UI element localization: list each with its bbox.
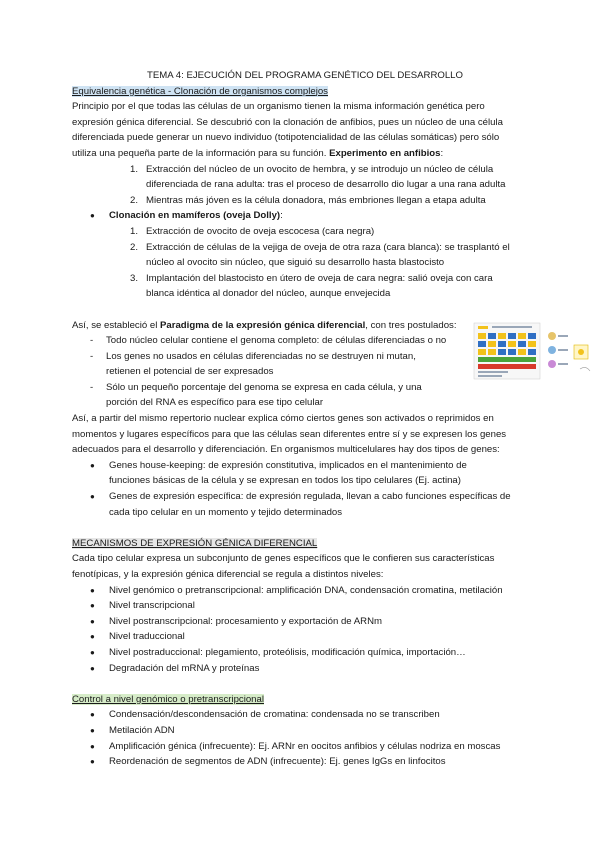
bullet-icon: ● [90,616,95,626]
paragraph-line: Cada tipo celular expresa un subconjunto de genes específicos que le confieren sus características [72,553,495,565]
bullet-item: ● Condensación/descondensación de cromatina: condensada no se transcriben [72,707,538,723]
list-item: 2. Mientras más jóven es la célula donadora, más embriones llegan a etapa adulta [130,194,486,206]
paragraph-line: Así, se estableció el Paradigma de la expresión génica diferencial, con tres postulados: [72,319,457,331]
gene-expression-figure-svg [470,321,600,383]
dash-item: - Los genes no usados en células diferenciadas no se destruyen ni mutan, [90,350,416,362]
bullet-item: ● Clonación en mamíferos (oveja Dolly): [72,208,538,224]
bullet-item: ● Reordenación de segmentos de ADN (infrecuente): Ej. genes IgGs en linfocitos [72,754,538,770]
bullet-icon: ● [90,601,95,611]
bullet-item: ● Nivel traduccional [72,629,538,645]
bullet-item: ● Nivel transcripcional [72,598,538,614]
bullet-item: ● Nivel postranscripcional: procesamiento y exportación de ARNm [72,614,538,630]
bullet-item: ● Genes de expresión específica: de expresión regulada, llevan a cabo funciones específicas de [72,489,538,505]
section-heading-equivalencia: Equivalencia genética - Clonación de organismos complejos [72,85,328,97]
gene-expression-figure [470,321,600,383]
bullet-icon: ● [90,757,95,767]
bullet-item-cont: funciones básicas de la célula y se expresan en todos los tipo celulares (Ej. actina) [109,475,461,487]
paragraph-line: momentos y lugares específicos para que las células sean diferentes entre sí y se expresen los genes [72,428,507,440]
bold-experimento: Experimento en anfibios [329,147,441,159]
bullet-item: ● Metilación ADN [72,723,538,739]
dash-item: - Todo núcleo celular contiene el genoma completo: de células diferenciadas o no [90,335,447,347]
list-item-cont: blanca idéntica al donador del núcleo, aunque envejecida [146,288,391,300]
paragraph-line: fenotípicas, y la expresión génica diferencial se regula a distintos niveles: [72,569,384,580]
list-item: 3. Implantación del blastocisto en útero de oveja de cara negra: salió oveja con cara [130,272,493,284]
bullet-icon: ● [90,492,95,502]
bold-paradigma: Paradigma de la expresión génica diferencial [160,319,366,331]
paragraph-line: diferenciada puede generar un nuevo individuo (totipotencialidad de las células somáticas) pero sólo [72,132,500,144]
paragraph-line: Principio por el que todas las células de un organismo tienen la misma información genética pero [72,101,485,113]
bullet-item: ● Nivel postraduccional: plegamiento, proteólisis, modificación química, importación… [72,645,538,661]
bullet-item-cont: cada tipo celular en un momento y tejido determinados [109,506,343,518]
document-title: TEMA 4: EJECUCIÓN DEL PROGRAMA GENÉTICO DEL DESARROLLO [147,70,463,81]
paragraph-line: adecuados para el desarrollo y diferenciación. En organismos multicelulares hay dos tipos de genes: [72,444,500,456]
bullet-item: ● Degradación del mRNA y proteínas [72,661,538,677]
bullet-icon: ● [90,710,95,720]
list-item: 1. Extracción del núcleo de un ovocito de hembra, y se introdujo un núcleo de célula [130,163,494,175]
list-item-cont: núcleo al ovocito sin núcleo, que siguió su desarrollo hasta blastocisto [146,257,445,269]
paragraph-line: expresión génica diferencial. Se descubrió con la clonación de anfibios, pues un núcleo de una célula [72,116,503,128]
list-item: 1. Extracción de ovocito de oveja escocesa (cara negra) [130,225,375,237]
list-item-cont: diferenciada de rana adulta: tras el proceso de desarrollo dio lugar a una rana adulta [146,179,506,191]
dash-item-cont: retienen el potencial de ser expresados [106,366,274,378]
list-item: 2. Extracción de células de la vejiga de oveja de otra raza (cara blanca): se trasplantó el [130,241,510,253]
bullet-icon: ● [90,647,95,657]
dash-item: - Sólo un pequeño porcentaje del genoma se expresa en cada célula, y una [90,381,422,393]
bullet-icon: ● [90,741,95,751]
document-page [72,68,538,770]
bullet-icon: ● [90,663,95,673]
bullet-item: ● Nivel genómico o pretranscripcional: amplificación DNA, condensación cromatina, metilación [72,583,538,599]
section-heading-mecanismos: MECANISMOS DE EXPRESIÓN GÉNICA DIFERENCIAL [72,537,318,549]
bullet-icon: ● [90,725,95,735]
paragraph-line: Así, a partir del mismo repertorio nuclear explica cómo ciertos genes son activados o reprimidos en [72,413,494,425]
bullet-icon: ● [90,632,95,642]
bullet-icon: ● [90,585,95,595]
bullet-item: ● Genes house-keeping: de expresión constitutiva, implicados en el mantenimiento de [72,458,538,474]
bullet-icon: ● [90,211,95,221]
bullet-icon: ● [90,460,95,470]
section-heading-control: Control a nivel genómico o pretranscripcional [72,693,264,705]
dash-item-cont: porción del RNA es específico para ese tipo celular [106,397,324,409]
paragraph-line: utiliza una pequeña parte de la información para su función. Experimento en anfibios: [72,147,444,159]
bullet-item: ● Amplificación génica (infrecuente): Ej. ARNr en oocitos anfibios y células nodriza en moscas [72,739,538,755]
